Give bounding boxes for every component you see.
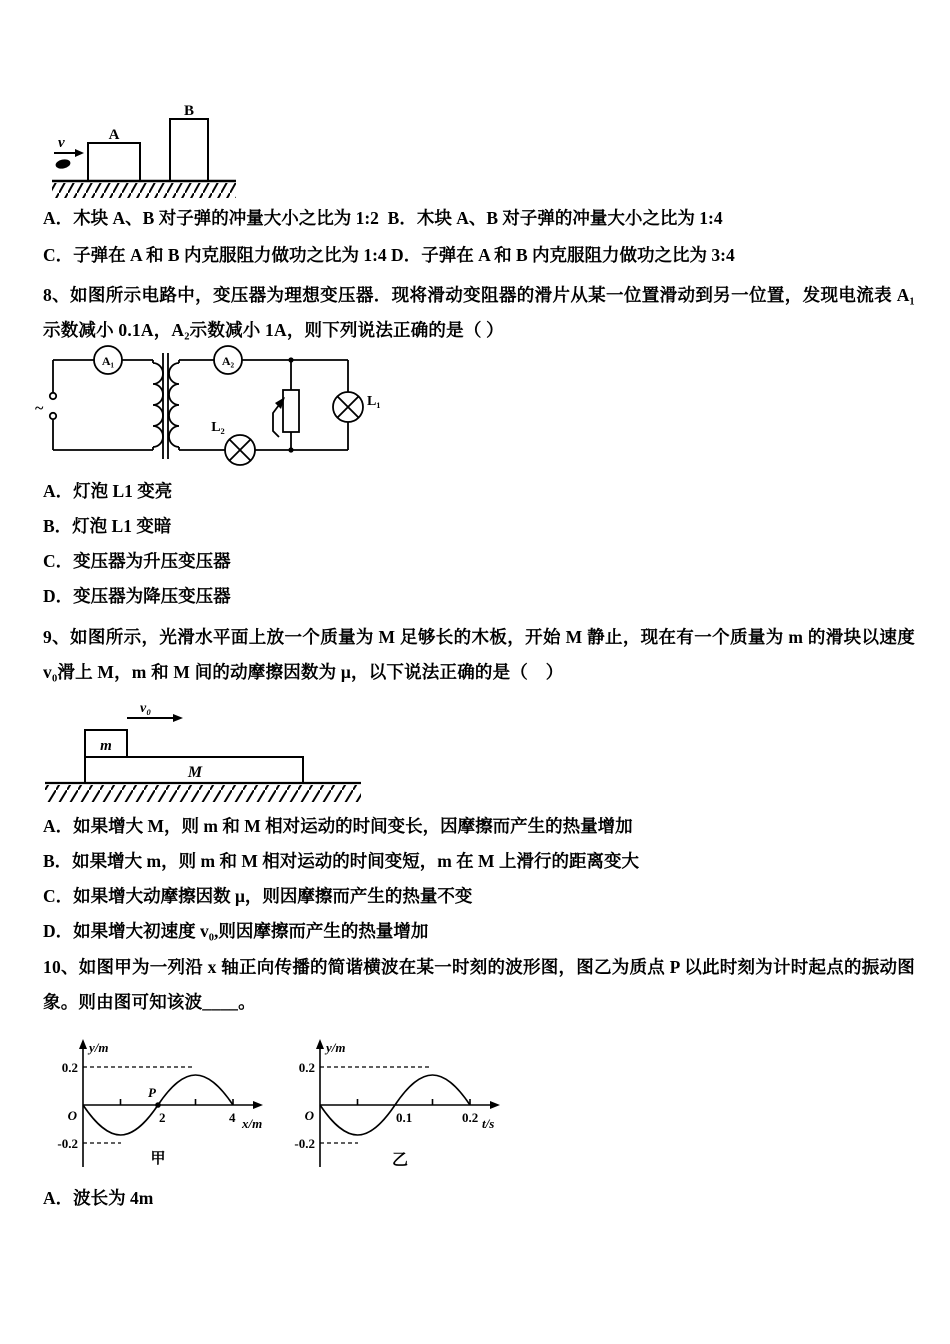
q8-circuit-figure: [33, 345, 383, 470]
y-tick-neg: -0.2: [294, 1136, 315, 1151]
y-tick-neg: -0.2: [57, 1136, 78, 1151]
t-tick-label-01: 0.1: [396, 1110, 413, 1125]
junction-dot: [288, 447, 293, 452]
lamp-l2-label: L₂: [211, 420, 225, 435]
x-axis-label: x/m: [242, 1116, 263, 1131]
ground-hatch: [52, 183, 236, 198]
source-terminal-bottom: [50, 413, 56, 419]
junction-dot: [288, 357, 293, 362]
block-a-label: A: [108, 127, 120, 143]
ammeter-a2-label: A₂: [221, 354, 235, 368]
q9-option-a: A．如果增大 M，则 m 和 M 相对运动的时间变长，因摩擦而产生的热量增加: [43, 816, 633, 836]
waveform-graph-yi: [282, 1035, 517, 1175]
q8-option-b: B．灯泡 L1 变暗: [43, 516, 172, 536]
source-terminal-top: [50, 393, 56, 399]
point-P-dot: [155, 1102, 161, 1108]
x-axis-arrowhead-icon: [253, 1101, 263, 1109]
t-axis-label: t/s: [482, 1116, 495, 1131]
x-tick-label-4: 4: [229, 1110, 236, 1125]
point-P-label: P: [148, 1085, 156, 1100]
ammeter-a1-label: A₁: [101, 354, 115, 368]
secondary-coil: [169, 363, 179, 447]
rheostat: [283, 390, 299, 432]
primary-coil: [153, 363, 163, 447]
y-tick-pos: 0.2: [61, 1060, 78, 1075]
waveform-graph-jia: [45, 1035, 280, 1175]
q10-stem: 10、如图甲为一列沿 x 轴正向传播的简谐横波在某一时刻的波形图，图乙为质点 P 以此时刻为计时起点的振动图象。则由图可知该波____。: [43, 957, 915, 1012]
x-tick-label-2: 2: [159, 1110, 166, 1125]
bullet-icon: [55, 158, 72, 170]
t-tick-label-02: 0.2: [462, 1110, 479, 1125]
q9-stem: 9、如图所示，光滑水平面上放一个质量为 M 足够长的木板，开始 M 静止，现在有一个质量为 m 的滑块以速度 v₀滑上 M，m 和 M 间的动摩擦因数为 μ，以下说法正确的是（ ）: [43, 627, 915, 682]
q9-figure: [45, 700, 365, 805]
origin-label: O: [304, 1108, 314, 1123]
origin-label: O: [67, 1108, 77, 1123]
y-tick-pos: 0.2: [298, 1060, 315, 1075]
graph-caption-yi: 乙: [391, 1152, 409, 1169]
velocity-label: v₀: [140, 701, 152, 716]
ground-hatch: [45, 785, 361, 802]
q8-option-c: C．变压器为升压变压器: [43, 551, 231, 571]
ac-source-symbol: ~: [35, 400, 44, 417]
block-b: [170, 119, 208, 181]
q10-option-a: A．波长为 4m: [43, 1188, 154, 1208]
velocity-label: v: [58, 135, 65, 151]
block-m-label: m: [100, 738, 112, 754]
block-b-label: B: [183, 103, 195, 119]
block-a: [88, 143, 140, 181]
board-M-label: M: [187, 764, 203, 781]
q8-option-d: D．变压器为降压变压器: [43, 586, 231, 606]
y-axis-label: y/m: [89, 1040, 109, 1055]
q7-options-line-2: C．子弹在 A 和 B 内克服阻力做功之比为 1:4 D．子弹在 A 和 B 内克服阻力做功之比为 3:4: [43, 245, 735, 265]
q9-option-c: C．如果增大动摩擦因数 μ，则因摩擦而产生的热量不变: [43, 886, 473, 906]
graph-caption-jia: 甲: [150, 1151, 166, 1167]
lamp-l1-label: L₁: [367, 394, 381, 409]
t-axis-arrowhead-icon: [490, 1101, 500, 1109]
y-axis-arrowhead-icon: [316, 1039, 324, 1049]
q7-options-line-1: A．木块 A、B 对子弹的冲量大小之比为 1:2 B．木块 A、B 对子弹的冲量大小之比为 1:4: [43, 208, 723, 228]
q8-stem: 8、如图所示电路中，变压器为理想变压器．现将滑动变阻器的滑片从某一位置滑动到另一位置，发现电流表 A₁示数减小 0.1A，A₂示数减小 1A，则下列说法正确的是（ ）: [43, 285, 915, 340]
velocity-arrowhead-icon: [75, 149, 84, 157]
q9-option-d: D．如果增大初速度 v₀,则因摩擦而产生的热量增加: [43, 921, 429, 941]
y-axis-label: y/m: [326, 1040, 346, 1055]
q9-option-b: B．如果增大 m，则 m 和 M 相对运动的时间变短，m 在 M 上滑行的距离变大: [43, 851, 639, 871]
q7-figure: [50, 97, 240, 202]
velocity-arrowhead-icon: [173, 714, 183, 722]
y-axis-arrowhead-icon: [79, 1039, 87, 1049]
q8-option-a: A．灯泡 L1 变亮: [43, 481, 173, 501]
